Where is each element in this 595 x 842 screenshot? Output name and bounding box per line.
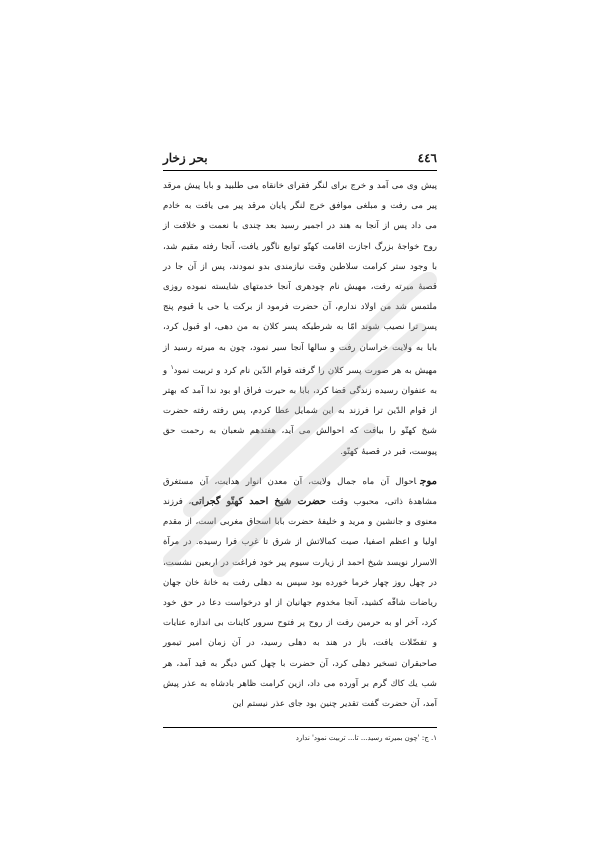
running-title: بحر زخار: [163, 151, 208, 165]
header-rule: [163, 170, 437, 171]
footnote-reference: ١: [170, 363, 174, 371]
paragraph-1-text: پیش وی می آمد و خرج برای لنگر فقرای خانقاه می طلبید و بابا پیش مرقد پیر می رفت و مبلغی موافق خرج لنگر پایان مرقد پیر می یافت به خادم می داد پس از آنجا به هند در اجمیر رسید بعد چندی با نعمت و خلافت از روح خواجهٔ بزرگ اجازت اقامت کهتّو توابع ناگور یافت، آنجا رفته مقیم شد، با وجود ستر کرامت سلاطین وقت نیازمندی بدو نمودند، پس از آن جا در قصبهٔ میرته رفت، مهیش نام چودهری آنجا خدمتهای شایسته نموده روزی ملتمس شد من اولاد ندارم، آن حضرت فرمود از برکت یا حی یا قیوم پنج پسر ترا نصیب شوند امّا به شرطیکه پسر کلان به من دهی، او قبول کرد، بابا به ولایت خراسان رفت و سالها آنجا سیر نمود، چون به میرته رسید از مهیش به هر صورت پسر کلان را گرفته قوام الدّین نام کرد و تربیت نمود: [163, 181, 437, 376]
paragraph-1-end: و به عنفوان رسیده زندگی قضا کرد، بابا به حیرت فراق او بود ندا آمد که بهتر از قوام الدّین ترا فرزند به این شمایل عطا کردم، پس رفته رفته حضرت شیخ کهتّو را بیافت که احوالش می آید، هفتدهم شعبان به رحمت حق پیوست، قبر در قصبهٔ کهتّو.: [163, 365, 437, 457]
paragraph-1: [163, 176, 437, 462]
paragraph-2-text-a: احوال آن ماه جمال ولایت، آن معدن انوار هدایت، آن مستغرق مشاهدهٔ ذاتی، محبوب وقت: [163, 476, 437, 507]
footnote-rule: [163, 727, 437, 728]
page-header: [163, 151, 437, 167]
paragraph-2: [163, 472, 437, 714]
saint-name: حضرت شیخ احمد کهتّو گجراتی: [191, 495, 326, 507]
footnote: ١. ج: 'چون بمیرته رسید... تا... تربیت نمود' ندارد: [295, 734, 437, 742]
paragraph-2-text-b: ، فرزند معنوی و جانشین و مرید و خلیفهٔ حضرت بابا اسحاق مغربی است، از مقدم اولیا و اعظم اصفیا، صیت کمالاتش از شرق تا غرب فرا رسیده. در مرآة الاسرار نویسد شیخ احمد از زیارت سیوم پیر خود فراغت در اربعین نشست، در چهل روز چهار خرما خورده بود سپس به دهلی رفت به خانهٔ خان جهان ریاضات شاقّه کشید، آنجا مخدوم جهانیان از او درخواست دعا در حق خود کرد، آخر او به حرمین رفت از روح پر فتوح سرور کاینات بی اندازه عنایات و تفضّلات یافت، باز در هند به دهلی رسید، در آن زمان امیر تیمور صاحبقران تسخیر دهلی کرد، آن حضرت با چهل کس دیگر به قید آمد، هر شب یك کاك گرم بر آورده می داد، ازین کرامت ظاهر بادشاه به عذر پیش آمد، آن حضرت گفت تقدیر چنین بود جای عذر نیستم این: [163, 496, 437, 709]
page-number: ٤٤٦: [417, 151, 437, 165]
main-text: [163, 176, 437, 714]
section-lead-word: موج: [420, 475, 437, 487]
